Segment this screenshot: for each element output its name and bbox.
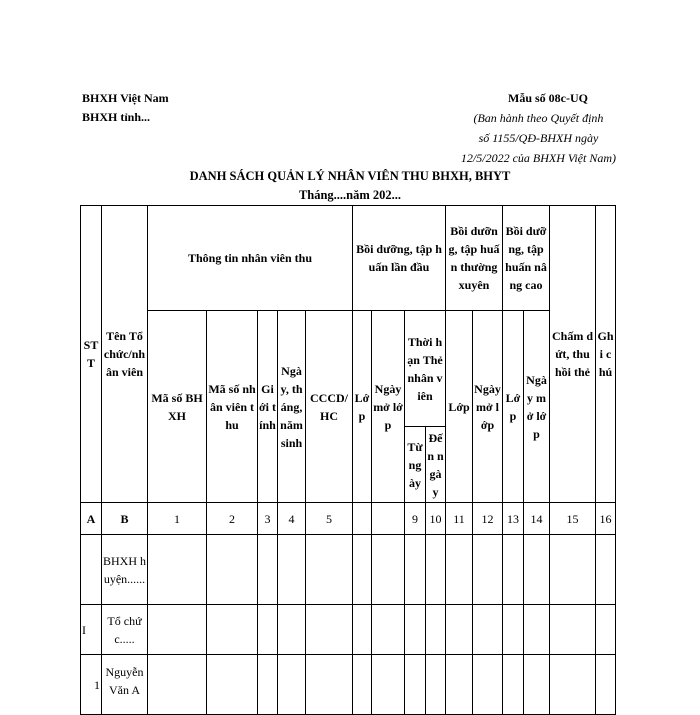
header-card-term: Thời hạn Thẻ nhân viên [405,311,446,427]
header-termination: Chấm dứt, thu hồi thẻ [550,206,596,503]
index-cell: 1 [148,503,207,535]
form-header [461,89,616,168]
header-employee-code: Mã số nhân viên thu [207,311,258,503]
row-name: Tổ chức..... [102,605,148,655]
index-cell: 10 [426,503,446,535]
header-class-regular: Lớp [446,311,473,503]
header-stt: STT [81,206,102,503]
index-cell: 14 [524,503,550,535]
title-main: DANH SÁCH QUẢN LÝ NHÂN VIÊN THU BHXH, BHYT [189,169,511,183]
row-name: Nguyễn Văn A [102,655,148,715]
row-stt: 1 [81,655,102,715]
decree-line-2: số 1155/QĐ-BHXH ngày [478,131,599,145]
index-cell: A [81,503,102,535]
header-org-name: Tên Tổ chức/nhân viên [102,206,148,503]
index-cell: B [102,503,148,535]
index-cell: 16 [596,503,616,535]
agency-name: BHXH Việt Nam [82,91,169,105]
header-staff-info: Thông tin nhân viên thu [148,206,353,311]
index-cell: 4 [278,503,306,535]
index-cell: 9 [405,503,426,535]
header-class-initial: Lớp [353,311,372,503]
index-cell: 15 [550,503,596,535]
row-stt [81,535,102,605]
index-cell [372,503,405,535]
header-opening-date-regular: Ngày mở lớp [473,311,503,503]
staff-table [80,205,616,715]
decree-line-3: 12/5/2022 của BHXH Việt Nam) [460,151,616,165]
header-from-date: Từ ngày [405,427,426,503]
header-initial-training: Bồi dưỡng, tập huấn lần đầu [353,206,446,311]
row-name: BHXH huyện...... [102,535,148,605]
header-id-card: CCCD/HC [306,311,353,503]
table-row [81,535,616,605]
decree-line-1: (Ban hành theo Quyết định [473,111,604,125]
document-title [0,167,700,205]
index-cell: 3 [258,503,278,535]
header-to-date: Đến ngày [426,427,446,503]
province-office: BHXH tỉnh... [82,110,151,124]
header-note: Ghi chú [596,206,616,503]
index-cell: 13 [503,503,524,535]
index-cell [353,503,372,535]
header-opening-date-initial: Ngày mở lớp [372,311,405,503]
table-row [81,655,616,715]
agency-header [82,89,169,127]
header-regular-training: Bồi dưỡng, tập huấn thường xuyên [446,206,503,311]
title-period: Tháng....năm 202... [298,188,402,202]
header-advanced-training: Bồi dưỡng, tập huấn nâng cao [503,206,550,311]
index-row [81,503,616,535]
index-cell: 2 [207,503,258,535]
table-row [81,605,616,655]
row-stt: I [81,605,102,655]
form-number: Mẫu số 08c-UQ [508,91,588,105]
header-class-advanced: Lớp [503,311,524,503]
header-bhxh-code: Mã số BHXH [148,311,207,503]
header-gender: Giới tính [258,311,278,503]
index-cell: 11 [446,503,473,535]
header-opening-date-advanced: Ngày mở lớp [524,311,550,503]
index-cell: 12 [473,503,503,535]
header-dob: Ngày, tháng, năm sinh [278,311,306,503]
index-cell: 5 [306,503,353,535]
